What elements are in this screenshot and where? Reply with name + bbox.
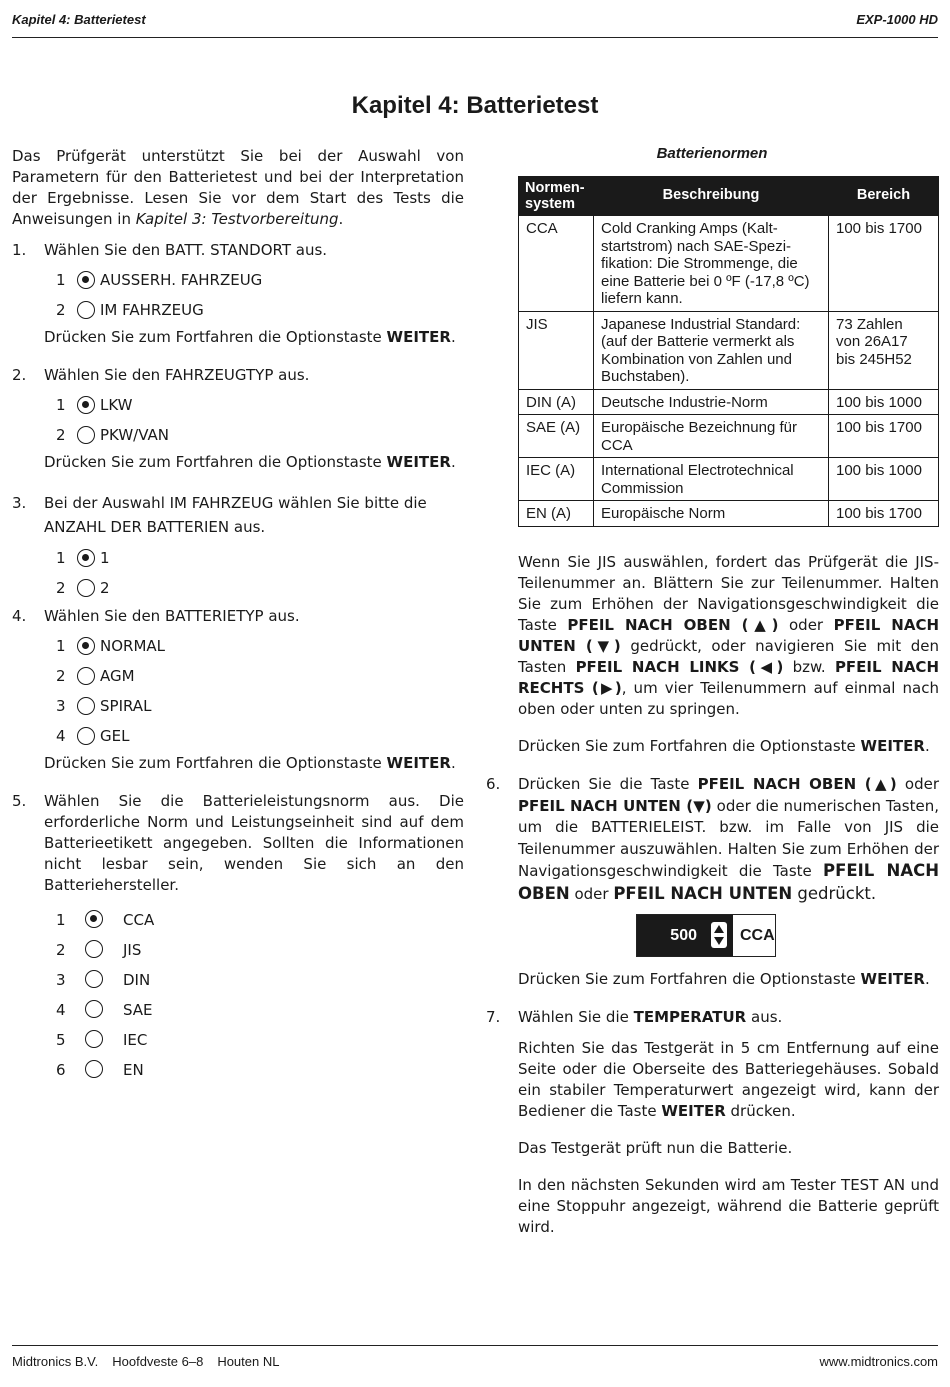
table-cell: International Electrotechnical Commission	[594, 458, 829, 501]
table-cell: Europäische Norm	[594, 501, 829, 527]
table-cell: 73 Zahlen von 26A17 bis 245H52	[829, 311, 939, 389]
step-4-text: Wählen Sie den BATTERIETYP aus.	[44, 607, 300, 625]
footer-company: Midtronics B.V.	[12, 1354, 99, 1369]
table-row	[519, 389, 939, 415]
testing-paragraph: Das Testgerät prüft nun die Batterie.	[518, 1138, 793, 1157]
footer-street: Hoofdveste 6–8	[112, 1354, 204, 1369]
option-location-1[interactable]: 1 AUSSERH. FAHRZEUG	[56, 271, 263, 289]
temperature-paragraph: Richten Sie das Testgerät in 5 cm Entfernung auf eine Seite oder die Oberseite des Batteriegehäuses. Sobald ein stabiler Temperaturwert angezeigt wird, kann der Bediener die Taste WEITER drücken.	[518, 1038, 939, 1120]
display-unit: CCA	[740, 926, 775, 944]
table-cell: 100 bis 1700	[829, 216, 939, 312]
radio-empty-icon	[85, 1060, 103, 1078]
step-7-text: Wählen Sie die TEMPERATUR aus.	[518, 1007, 783, 1026]
radio-selected-icon	[77, 396, 95, 414]
table-cell: 100 bis 1000	[829, 458, 939, 501]
radio-empty-icon	[85, 1030, 103, 1048]
radio-empty-icon	[85, 1000, 103, 1018]
step-6-text: Drücken Sie die Taste PFEIL NACH OBEN (▲) oder PFEIL NACH UNTEN (▼) oder die numerischen Tasten, um die BATTERIELEIST. bzw. im Falle von JIS die Teilenummer auszuwählen. Halten Sie zum Erhöhen der Navigationsgeschwindigkeit die Taste PFEIL NACH OBEN oder PFEIL NACH UNTEN gedrückt.	[518, 775, 940, 903]
table-caption: Batterienormen	[656, 145, 768, 162]
step-1-text: Wählen Sie den BATT. STANDORT aus.	[44, 241, 328, 259]
table-cell: SAE (A)	[519, 415, 594, 458]
continue-instruction: Drücken Sie zum Fortfahren die Optionstaste WEITER.	[518, 737, 930, 755]
radio-selected-icon	[77, 271, 95, 289]
table-cell: 100 bis 1000	[829, 389, 939, 415]
footer-website-link[interactable]: www.midtronics.com	[819, 1354, 938, 1369]
table-row	[519, 458, 939, 501]
radio-empty-icon	[77, 426, 95, 444]
option-norm-2[interactable]: 2 JIS	[56, 941, 142, 959]
page-footer	[12, 1345, 938, 1369]
page-header	[12, 10, 938, 38]
step-5: 5. Wählen Sie die Batterieleistungsnorm aus. Die erforderliche Norm und Leistungseinheit sind auf dem Batterieetikett angegeben. Sollten die Informationen nicht lesbar sein, wenden Sie sich an den Batteriehersteller.	[12, 792, 464, 894]
continue-instruction: Drücken Sie zum Fortfahren die Optionstaste WEITER.	[518, 969, 930, 988]
step-6: 6. Drücken Sie die Taste PFEIL NACH OBEN (▲) oder PFEIL NACH UNTEN (▼) oder die numerischen Tasten, um die BATTERIELEIST. bzw. im Falle von JIS die Teilenummer auszuwählen. Halten Sie zum Erhöhen der Navigationsgeschwindigkeit die Taste PFEIL NACH OBEN oder PFEIL NACH UNTEN gedrückt.	[486, 774, 939, 906]
radio-empty-icon	[77, 697, 95, 715]
radio-empty-icon	[85, 940, 103, 958]
right-column	[486, 552, 940, 1238]
table-row	[519, 216, 939, 312]
display-value: 500	[637, 915, 705, 956]
table-cell: 100 bis 1700	[829, 415, 939, 458]
radio-selected-icon	[77, 549, 95, 567]
radio-empty-icon	[77, 301, 95, 319]
table-header-row	[519, 177, 939, 216]
step-2: 2. Wählen Sie den FAHRZEUGTYP aus.	[12, 366, 310, 384]
option-norm-3[interactable]: 3 DIN	[56, 971, 151, 989]
radio-empty-icon	[77, 727, 95, 745]
table-cell: EN (A)	[519, 501, 594, 527]
step-7: 7. Wählen Sie die TEMPERATUR aus.	[486, 1007, 783, 1026]
step-4: 4. Wählen Sie den BATTERIETYP aus.	[12, 607, 300, 625]
continue-instruction: Drücken Sie zum Fortfahren die Optionstaste WEITER.	[44, 328, 456, 346]
option-norm-6[interactable]: 6 EN	[56, 1061, 144, 1079]
up-down-arrow-icon	[705, 915, 733, 956]
stopwatch-paragraph: In den nächsten Sekunden wird am Tester TEST AN und eine Stoppuhr angezeigt, während die Batterie geprüft wird.	[518, 1175, 939, 1236]
step-2-text: Wählen Sie den FAHRZEUGTYP aus.	[44, 366, 310, 384]
page-title: Kapitel 4: Batterietest	[351, 92, 599, 119]
option-vehicle-1[interactable]: 1 LKW	[56, 396, 133, 414]
step-3-text: Bei der Auswahl IM FAHRZEUG wählen Sie bitte die ANZAHL DER BATTERIEN aus.	[44, 494, 427, 536]
table-header-cell: Normen- system	[519, 177, 594, 216]
step-1: 1. Wählen Sie den BATT. STANDORT aus.	[12, 241, 328, 259]
table-cell: Japanese Industrial Standard: (auf der Batterie vermerkt als Kombination von Zahlen und Buchstaben).	[594, 311, 829, 389]
left-column	[12, 146, 464, 1085]
table-cell: IEC (A)	[519, 458, 594, 501]
footer-address	[12, 1354, 293, 1369]
option-location-2[interactable]: 2 IM FAHRZEUG	[56, 301, 204, 319]
radio-empty-icon	[77, 667, 95, 685]
option-battery-type-3[interactable]: 3 SPIRAL	[56, 697, 152, 715]
header-model: EXP-1000 HD	[856, 12, 938, 27]
option-battery-count-1[interactable]: 1 1	[56, 549, 110, 567]
option-battery-count-2[interactable]: 2 2	[56, 579, 110, 597]
option-norm-1[interactable]: 1 CCA	[56, 911, 155, 929]
radio-empty-icon	[85, 970, 103, 988]
step-3: 3. Bei der Auswahl IM FAHRZEUG wählen Sie bitte die ANZAHL DER BATTERIEN aus.	[12, 494, 427, 536]
table-cell: Cold Cranking Amps (Kalt- startstrom) nach SAE-Spezi- fikation: Die Strommenge, die eine Batterie bei 0 ºF (-17,8 ºC) liefern kann.	[594, 216, 829, 312]
table-cell: JIS	[519, 311, 594, 389]
option-vehicle-2[interactable]: 2 PKW/VAN	[56, 426, 170, 444]
option-battery-type-1[interactable]: 1 NORMAL	[56, 637, 166, 655]
battery-norms-table	[518, 176, 939, 527]
option-battery-type-2[interactable]: 2 AGM	[56, 667, 135, 685]
option-norm-5[interactable]: 5 IEC	[56, 1031, 148, 1049]
table-row	[519, 415, 939, 458]
table-cell: 100 bis 1700	[829, 501, 939, 527]
table-cell: DIN (A)	[519, 389, 594, 415]
option-battery-type-4[interactable]: 4 GEL	[56, 727, 130, 745]
tester-display	[636, 914, 776, 957]
continue-instruction: Drücken Sie zum Fortfahren die Optionstaste WEITER.	[44, 453, 456, 471]
table-row	[519, 311, 939, 389]
table-header-cell: Bereich	[829, 177, 939, 216]
intro-paragraph: Das Prüfgerät unterstützt Sie bei der Auswahl von Parametern für den Batterietest und bei der Interpretation der Ergebnisse. Lesen Sie vor dem Start des Tests die Anweisungen in Kapitel 3: Testvorbereitung.	[12, 147, 464, 228]
radio-selected-icon	[85, 910, 103, 928]
table-cell: Deutsche Industrie-Norm	[594, 389, 829, 415]
table-header-cell: Beschreibung	[594, 177, 829, 216]
footer-city: Houten NL	[217, 1354, 280, 1369]
table-row	[519, 501, 939, 527]
jis-paragraph: Wenn Sie JIS auswählen, fordert das Prüfgerät die JIS-Teilenummer an. Blättern Sie zur Teilenummer. Halten Sie zum Erhöhen der Navigationsgeschwindigkeit die Taste PFEIL NACH OBEN (▲) oder PFEIL NACH UNTEN (▼) gedrückt, oder navigieren Sie mit den Tasten PFEIL NACH LINKS (◀) bzw. PFEIL NACH RECHTS (▶), um vier Teilenummern auf einmal nach oben oder unten zu springen.	[518, 553, 940, 718]
option-norm-4[interactable]: 4 SAE	[56, 1001, 153, 1019]
radio-empty-icon	[77, 579, 95, 597]
table-cell: Europäische Bezeichnung für CCA	[594, 415, 829, 458]
continue-instruction: Drücken Sie zum Fortfahren die Optionstaste WEITER.	[44, 754, 456, 772]
intro-reference: Kapitel 3: Testvorbereitung	[135, 210, 339, 228]
table-cell: CCA	[519, 216, 594, 312]
step-5-text: Wählen Sie die Batterieleistungsnorm aus. Die erforderliche Norm und Leistungseinheit sind auf dem Batterieetikett angegeben. Sollten die Informationen nicht lesbar sein, wenden Sie sich an den Batteriehersteller.	[44, 792, 464, 894]
radio-selected-icon	[77, 637, 95, 655]
header-chapter: Kapitel 4: Batterietest	[12, 12, 146, 27]
